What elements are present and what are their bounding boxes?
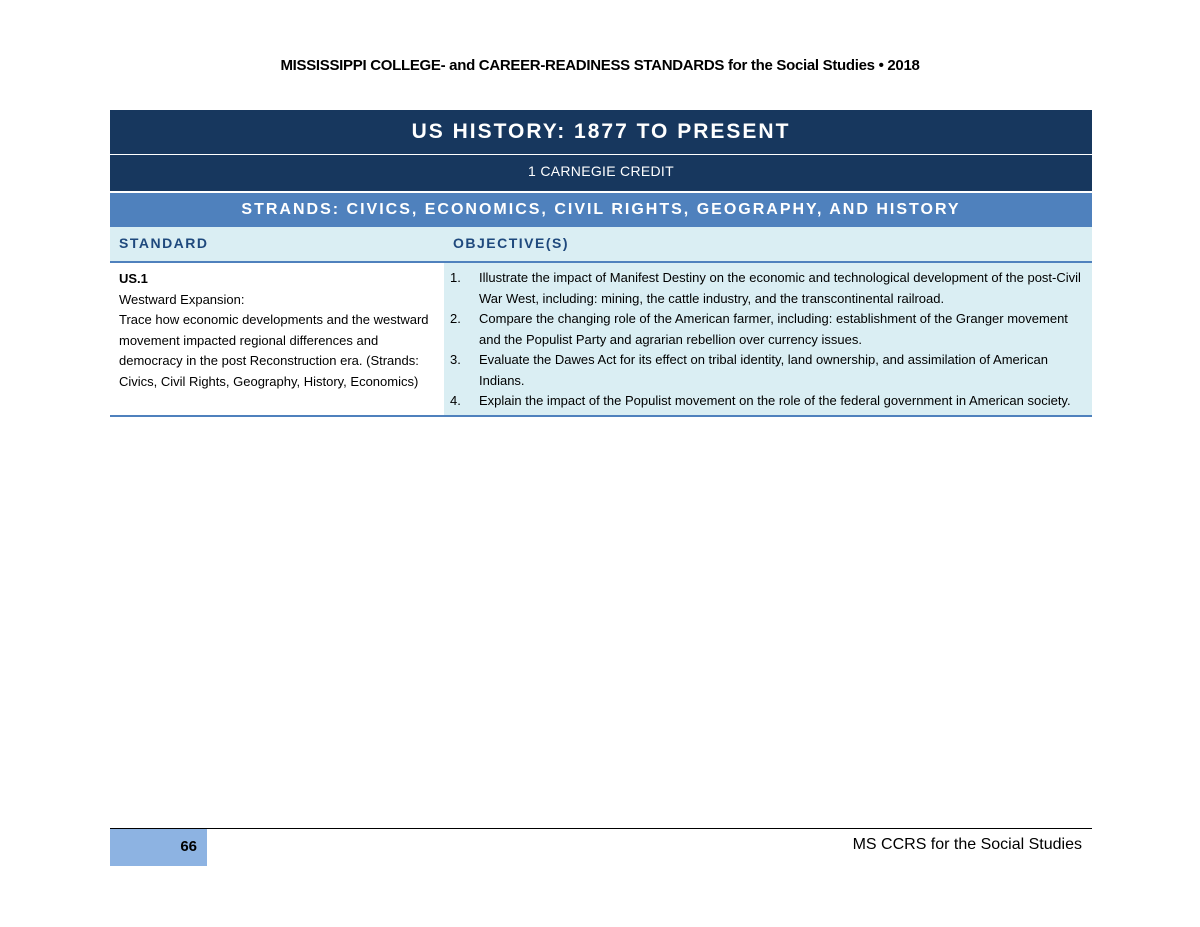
objective-item bbox=[450, 268, 1086, 309]
objective-item bbox=[450, 309, 1086, 350]
standards-table bbox=[110, 110, 1092, 417]
objective-text: Evaluate the Dawes Act for its effect on tribal identity, land ownership, and assimilation of American Indians. bbox=[479, 352, 1048, 388]
objectives-column-header: OBJECTIVE(S) bbox=[444, 227, 1092, 261]
column-header-row bbox=[110, 227, 1092, 263]
standard-name: Westward Expansion: bbox=[119, 291, 245, 307]
objectives-list bbox=[450, 268, 1086, 412]
standard-column-header: STANDARD bbox=[110, 227, 444, 261]
table-row bbox=[110, 263, 1092, 417]
objective-number: 4. bbox=[450, 393, 461, 408]
objective-text: Illustrate the impact of Manifest Destiny on the economic and technological development of the post-Civil War West, including: mining, the cattle industry, and the transcontinental railroad. bbox=[479, 270, 1081, 306]
objective-text: Compare the changing role of the American farmer, including: establishment of the Granger movement and the Populist Party and agrarian rebellion over currency issues. bbox=[479, 311, 1068, 347]
page-number: 66 bbox=[110, 829, 207, 866]
standard-code: US.1 bbox=[119, 271, 148, 286]
standard-description: Trace how economic developments and the westward movement impacted regional differences and democracy in the post Reconstruction era. (Strands: Civics, Civil Rights, Geography, History, Economics) bbox=[119, 312, 429, 389]
footer-title: MS CCRS for the Social Studies bbox=[852, 836, 1082, 853]
objective-number: 2. bbox=[450, 311, 461, 326]
objective-text: Explain the impact of the Populist movement on the role of the federal government in American society. bbox=[479, 393, 1071, 408]
objective-item bbox=[450, 350, 1086, 391]
credit-label: 1 CARNEGIE CREDIT bbox=[110, 155, 1092, 191]
footer-divider bbox=[110, 828, 1092, 829]
course-title: US HISTORY: 1877 TO PRESENT bbox=[110, 110, 1092, 155]
objective-number: 3. bbox=[450, 352, 461, 367]
objectives-cell bbox=[444, 263, 1092, 415]
objective-item bbox=[450, 391, 1086, 412]
strands-heading: STRANDS: CIVICS, ECONOMICS, CIVIL RIGHTS, GEOGRAPHY, AND HISTORY bbox=[110, 191, 1092, 227]
document-header: MISSISSIPPI COLLEGE- and CAREER-READINESS STANDARDS for the Social Studies • 2018 bbox=[280, 57, 920, 74]
objective-number: 1. bbox=[450, 270, 461, 285]
standard-cell bbox=[110, 263, 444, 415]
